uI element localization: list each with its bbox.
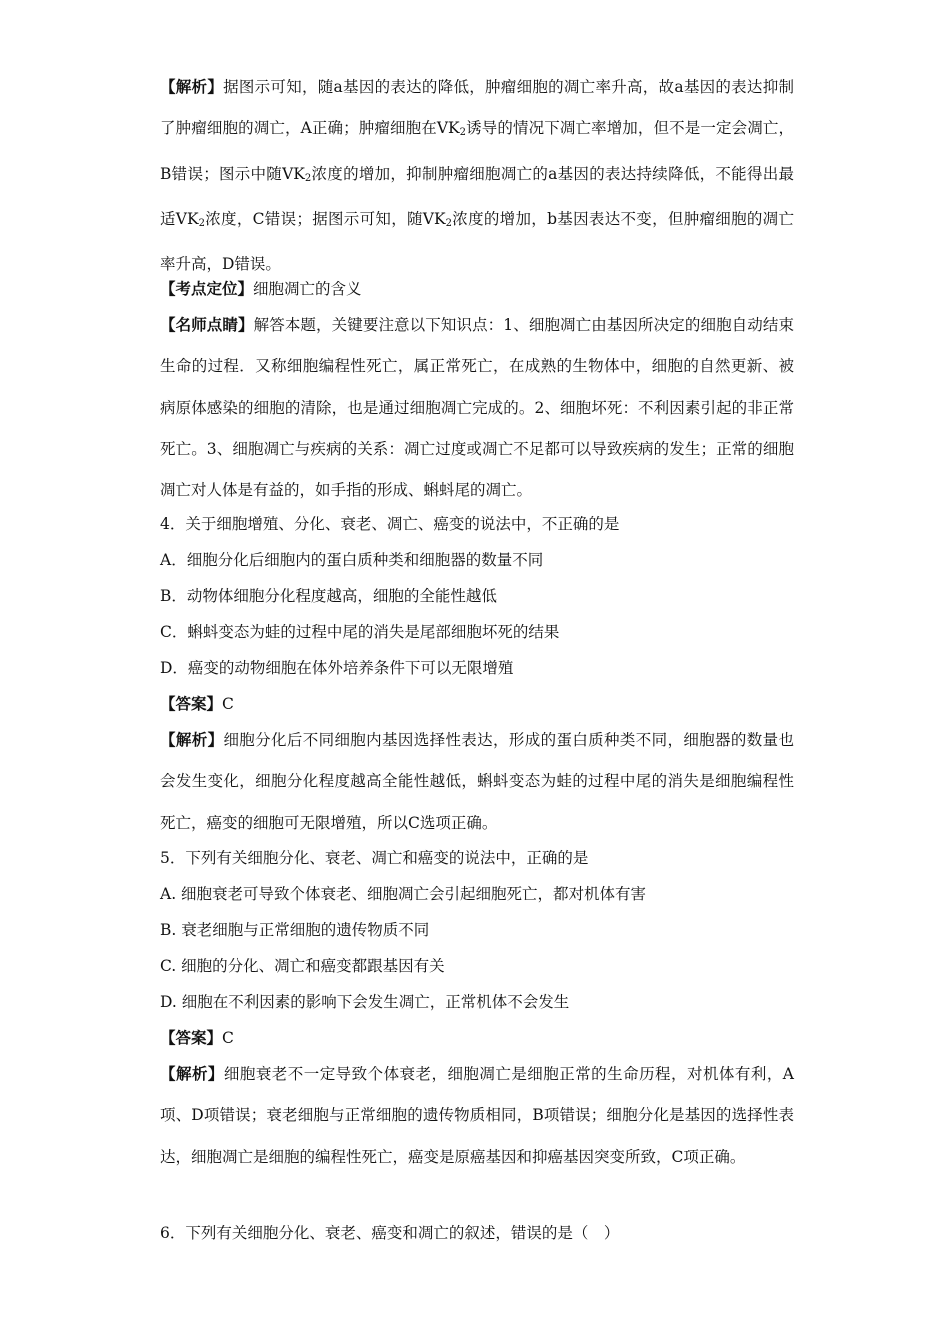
analysis-tag: 【解析】 [160, 77, 224, 96]
q6-stem: 6．下列有关细胞分化、衰老、癌变和凋亡的叙述，错误的是（ ） [160, 1224, 620, 1242]
mingshi-tag: 【名师点睛】 [160, 315, 254, 334]
q4-option-a: A．细胞分化后细胞内的蛋白质种类和细胞器的数量不同 [160, 551, 544, 569]
answer-tag: 【答案】 [160, 1028, 223, 1047]
q4-option-d: D．癌变的动物细胞在体外培养条件下可以无限增殖 [160, 659, 514, 677]
q5-option-d: D. 细胞在不利因素的影响下会发生凋亡，正常机体不会发生 [160, 993, 570, 1011]
analysis-text: 细胞分化后不同细胞内基因选择性表达，形成的蛋白质种类不同，细胞器的数量也会发生变化，细胞分化程度越高全能性越低，蝌蚪变态为蛙的过程中尾的消失是细胞编程性死亡，癌变的细胞可无限增殖，所以C选项正确。 [160, 731, 794, 832]
analysis-text: 浓度的增加，b基因表达不变，但肿瘤细胞的凋亡率升高，D错误。 [160, 209, 794, 274]
q4-answer [160, 694, 794, 714]
mingshi-text: 解答本题，关键要注意以下知识点：1、细胞凋亡由基因所决定的细胞自动结束生命的过程．又称细胞编程性死亡，属正常死亡，在成熟的生物体中，细胞的自然更新、被病原体感染的细胞的清除，也是通过细胞凋亡完成的。2、细胞坏死：不利因素引起的非正常死亡。3、细胞凋亡与疾病的关系：凋亡过度或凋亡不足都可以导致疾病的发生；正常的细胞凋亡对人体是有益的，如手指的形成、蝌蚪尾的凋亡。 [160, 316, 794, 500]
kaodian-tag: 【考点定位】 [160, 279, 254, 298]
q3-mingshi [160, 304, 794, 511]
analysis-text: 浓度，C错误；据图示可知，随VK [204, 209, 446, 228]
q4-analysis [160, 719, 794, 844]
q5-answer [160, 1028, 794, 1048]
answer-value: C [222, 1029, 234, 1047]
analysis-tag: 【解析】 [160, 1064, 224, 1083]
q3-kaodian [160, 279, 794, 299]
q5-option-b: B. 衰老细胞与正常细胞的遗传物质不同 [160, 921, 430, 939]
analysis-tag: 【解析】 [160, 730, 224, 749]
q5-stem: 5．下列有关细胞分化、衰老、凋亡和癌变的说法中，正确的是 [160, 849, 589, 867]
analysis-text: 据图示可知，随a基因的表达的降低，肿瘤细胞的凋亡率升高，故a基因的表达抑制了肿瘤细胞的凋亡，A正确；肿瘤细胞在VK [160, 78, 794, 138]
subscript: 2 [445, 217, 452, 229]
answer-tag: 【答案】 [160, 694, 223, 713]
analysis-text: 细胞衰老不一定导致个体衰老，细胞凋亡是细胞正常的生命历程，对机体有利，A项、D项错误；衰老细胞与正常细胞的遗传物质相同，B项错误；细胞分化是基因的选择性表达，细胞凋亡是细胞的编程性死亡，癌变是原癌基因和抑癌基因突变所致，C项正确。 [160, 1065, 794, 1166]
q5-option-a: A. 细胞衰老可导致个体衰老、细胞凋亡会引起细胞死亡，都对机体有害 [160, 885, 647, 903]
q4-option-b: B．动物体细胞分化程度越高，细胞的全能性越低 [160, 587, 497, 605]
answer-value: C [222, 695, 234, 713]
kaodian-text: 细胞凋亡的含义 [253, 280, 362, 298]
q3-analysis [160, 66, 794, 285]
analysis-text: 诱导的情况下凋亡率增加，但不是一定会凋亡，B错误；图示中随VK [160, 119, 795, 183]
q5-analysis [160, 1053, 794, 1178]
subscript: 2 [459, 127, 466, 139]
q4-option-c: C．蝌蚪变态为蛙的过程中尾的消失是尾部细胞坏死的结果 [160, 623, 560, 641]
subscript: 2 [304, 172, 312, 184]
analysis-text: 浓度的增加，抑制肿瘤细胞凋亡的a基因的表达持续降低，不能得出最适VK [160, 164, 795, 228]
q5-option-c: C. 细胞的分化、凋亡和癌变都跟基因有关 [160, 957, 445, 975]
subscript: 2 [198, 217, 205, 229]
q4-stem: 4．关于细胞增殖、分化、衰老、凋亡、癌变的说法中，不正确的是 [160, 515, 620, 533]
